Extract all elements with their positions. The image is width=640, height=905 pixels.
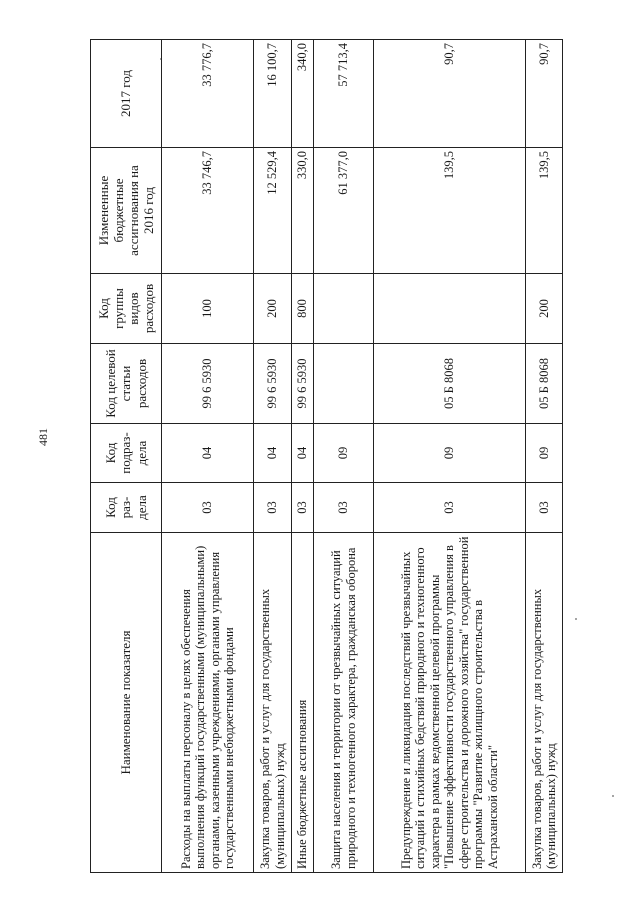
table-row <box>314 40 374 873</box>
row-razdel: 03 <box>314 483 374 533</box>
row-target: 99 6 5930 <box>254 344 292 424</box>
row-razdel: 03 <box>162 483 254 533</box>
row-2017: 57 713,4 <box>314 40 374 148</box>
budget-table-rotated <box>90 40 562 873</box>
budget-table <box>90 39 563 873</box>
row-name: Предупреждение и ликвидация последствий чрезвычайных ситуаций и стихийных бедствий природного и техногенного характера в рамках ведомственной целевой программы "Повышение эффективности государственного управления в сфере строительства и дорожного хозяйства" государственной программы "Развитие жилищного строительства в Астраханской области" <box>374 533 526 873</box>
row-2017: 16 100,7 <box>254 40 292 148</box>
row-razdel: 03 <box>254 483 292 533</box>
header-2017: 2017 год <box>91 40 162 148</box>
header-podrazdel: Код подраз-дела <box>91 424 162 483</box>
row-amended-2016: 12 529,4 <box>254 148 292 274</box>
row-name: Закупка товаров, работ и услуг для государственных (муниципальных) нужд <box>526 533 563 873</box>
row-amended-2016: 330,0 <box>292 148 314 274</box>
row-name: Расходы на выплаты персоналу в целях обеспечения выполнения функций государственными (муниципальными) органами, казенными учреждениями, органами управления государственными внебюджетными фондами <box>162 533 254 873</box>
row-podrazdel: 09 <box>526 424 563 483</box>
table-row <box>526 40 563 873</box>
row-2017: 33 776,7 <box>162 40 254 148</box>
header-target: Код целевой статьи расходов <box>91 344 162 424</box>
row-target: 99 6 5930 <box>162 344 254 424</box>
row-podrazdel: 04 <box>292 424 314 483</box>
table-row <box>374 40 526 873</box>
row-target: 05 Б 8068 <box>526 344 563 424</box>
row-target: 05 Б 8068 <box>374 344 526 424</box>
row-podrazdel: 04 <box>254 424 292 483</box>
row-vid: 100 <box>162 274 254 344</box>
row-razdel: 03 <box>292 483 314 533</box>
row-vid: 800 <box>292 274 314 344</box>
row-vid <box>314 274 374 344</box>
table-row <box>292 40 314 873</box>
row-podrazdel: 09 <box>314 424 374 483</box>
row-2017: 340,0 <box>292 40 314 148</box>
row-vid: 200 <box>526 274 563 344</box>
table-header-row <box>91 40 162 873</box>
row-2017: 90,7 <box>374 40 526 148</box>
header-name: Наименование показателя <box>91 533 162 873</box>
row-vid: 200 <box>254 274 292 344</box>
page-number: 481 <box>36 428 50 446</box>
header-vid: Код группы видов расходов <box>91 274 162 344</box>
row-amended-2016: 33 746,7 <box>162 148 254 274</box>
scan-speck <box>575 618 577 620</box>
row-podrazdel: 09 <box>374 424 526 483</box>
row-name: Иные бюджетные ассигнования <box>292 533 314 873</box>
scan-speck <box>612 795 614 797</box>
row-name: Закупка товаров, работ и услуг для государственных (муниципальных) нужд <box>254 533 292 873</box>
row-amended-2016: 139,5 <box>526 148 563 274</box>
row-amended-2016: 61 377,0 <box>314 148 374 274</box>
header-amended-2016: Измененные бюджетные ассигнования на 2016 год <box>91 148 162 274</box>
row-razdel: 03 <box>526 483 563 533</box>
table-row <box>162 40 254 873</box>
row-target <box>314 344 374 424</box>
row-amended-2016: 139,5 <box>374 148 526 274</box>
row-razdel: 03 <box>374 483 526 533</box>
row-vid <box>374 274 526 344</box>
row-podrazdel: 04 <box>162 424 254 483</box>
row-name: Защита населения и территории от чрезвычайных ситуаций природного и техногенного характера, гражданская оборона <box>314 533 374 873</box>
table-row <box>254 40 292 873</box>
row-target: 99 6 5930 <box>292 344 314 424</box>
row-2017: 90,7 <box>526 40 563 148</box>
header-razdel: Код раз-дела <box>91 483 162 533</box>
